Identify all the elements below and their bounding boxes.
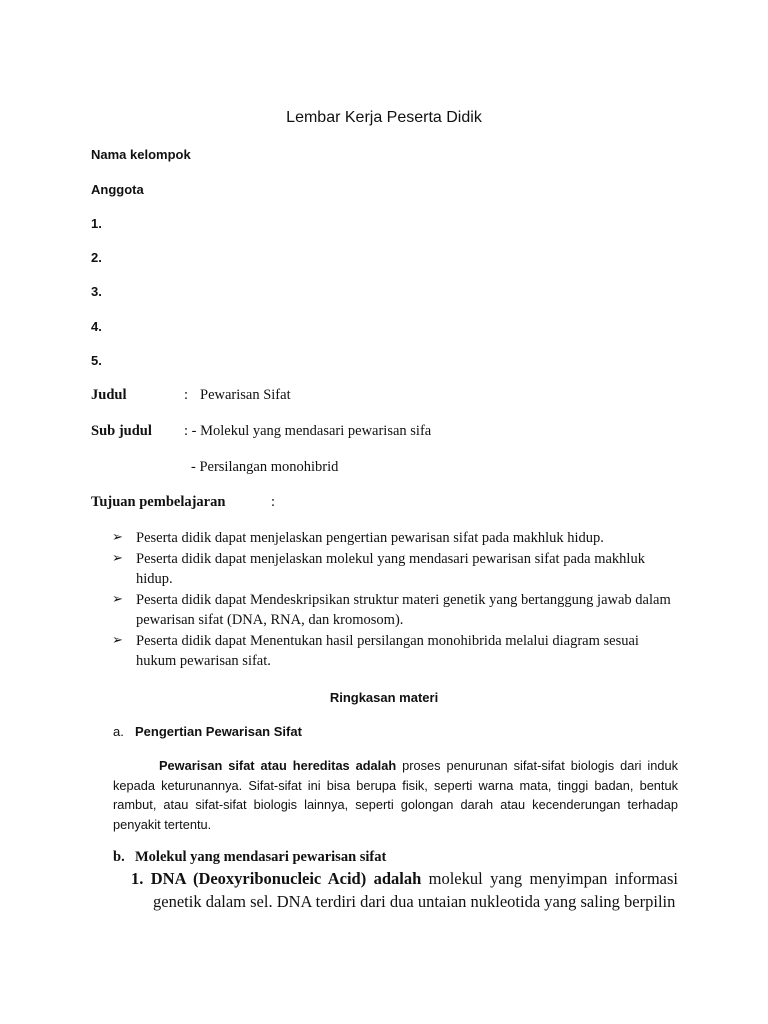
members-label: Anggota [91, 182, 144, 197]
arrow-bullet-icon: ➢ [112, 550, 123, 566]
section-a-title: Pengertian Pewarisan Sifat [135, 724, 302, 739]
objective-item: ➢ Peserta didik dapat Mendeskripsikan struktur materi genetik yang bertanggung jawab dalam pewarisan sifat (DNA, RNA, dan kromosom). [112, 591, 671, 628]
member-5: 5. [91, 353, 102, 368]
objectives-list [112, 528, 672, 672]
member-2: 2. [91, 250, 102, 265]
subtitle-value-2: - Persilangan monohibrid [191, 459, 339, 475]
objective-item: ➢ Peserta didik dapat menjelaskan pengertian pewarisan sifat pada makhluk hidup. [112, 528, 672, 549]
title-value: Pewarisan Sifat [200, 387, 291, 403]
objectives-separator: : [271, 494, 276, 510]
member-1: 1. [91, 216, 102, 231]
group-name-label: Nama kelompok [91, 147, 191, 162]
section-a-marker: a. [113, 724, 124, 739]
title-label: Judul [91, 387, 127, 403]
section-b-title: Molekul yang mendasari pewarisan sifat [135, 849, 387, 865]
title-separator: : [184, 387, 189, 403]
objective-item: ➢ Peserta didik dapat menjelaskan molekul yang mendasari pewarisan sifat pada makhluk hidup. [112, 550, 645, 587]
subtitle-label: Sub judul [91, 423, 152, 439]
section-b-marker: b. [113, 849, 125, 865]
subtitle-value-1: : - Molekul yang mendasari pewarisan sifa [184, 423, 432, 439]
dna-number: 1. [131, 869, 144, 888]
member-3: 3. [91, 284, 102, 299]
dna-term: DNA (Deoxyribonucleic Acid) adalah [150, 869, 422, 888]
section-a-paragraph: Pewarisan sifat atau hereditas adalah proses penurunan sifat-sifat biologis dari induk kepada keturunannya. Sifat-sifat ini bisa berupa fisik, seperti warna mata, tinggi badan, bentuk rambut, atau sifat-sifat biologis lainnya, seperti golongan darah atau kecenderungan terhadap penyakit tertentu. [113, 758, 678, 832]
summary-heading: Ringkasan materi [329, 690, 439, 705]
arrow-bullet-icon: ➢ [112, 632, 123, 648]
objective-item: ➢ Peserta didik dapat Menentukan hasil persilangan monohibrida melalui diagram sesuai hukum pewarisan sifat. [112, 632, 639, 669]
page-title: Lembar Kerja Peserta Didik [286, 109, 482, 126]
objectives-label: Tujuan pembelajaran [91, 494, 226, 510]
arrow-bullet-icon: ➢ [112, 591, 123, 607]
member-4: 4. [91, 319, 102, 334]
arrow-bullet-icon: ➢ [112, 530, 123, 545]
dna-paragraph: 1. DNA (Deoxyribonucleic Acid) adalah molekul yang menyimpan informasi genetik dalam sel. DNA terdiri dari dua untaian nukleotida yang saling berpilin [131, 869, 679, 911]
